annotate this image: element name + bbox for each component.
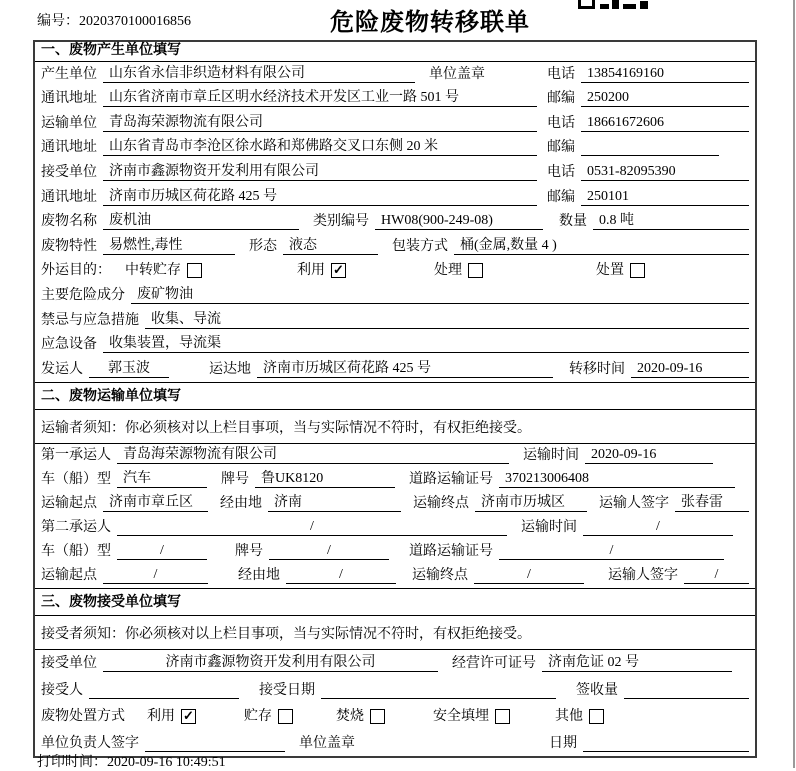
plate-number-2: / [269,543,389,560]
field-label: 主要危险成分 [41,287,125,303]
row-producer-address [35,87,755,112]
route-start-2: / [103,567,208,584]
row-hazard-component [35,283,755,308]
row-waste-name [35,210,755,235]
field-label: 转移时间 [569,361,625,377]
responsible-signature [145,735,285,752]
precaution-value: 收集、导流 [145,308,749,329]
road-license-2: / [499,543,724,560]
row-route-2 [35,564,755,588]
option-treat [434,259,483,279]
field-label: 电话 [547,66,575,82]
document-serial [37,10,191,30]
row-vehicle-2 [35,540,755,564]
field-label: 第一承运人 [41,447,111,463]
field-label: 经营许可证号 [452,656,536,672]
field-label: 车（船）型 [41,471,111,487]
route-via: 济南 [268,491,401,512]
transporter-notice: 运输者须知：你必须核对以上栏目事项，当与实际情况不符时，有权拒绝接受。 [35,410,755,444]
transporter-address: 山东省青岛市李沧区徐水路和郑佛路交叉口东侧 20 米 [103,135,537,156]
option-label: 焚烧 [336,709,364,725]
field-label: 第二承运人 [41,519,111,535]
option-label: 处理 [434,263,462,279]
field-label: 接受日期 [259,682,315,698]
field-label: 经由地 [238,567,280,583]
producer-phone: 13854169160 [581,66,749,83]
field-label: 禁忌与应急措施 [41,312,139,328]
qr-block [640,1,648,9]
checkbox-landfill-icon [495,709,510,724]
equipment-value: 收集装置，导流渠 [103,332,749,353]
row-precaution [35,308,755,333]
field-label: 包装方式 [392,238,448,254]
checkbox-utilize-icon: ✓ [331,263,346,278]
field-label: 电话 [547,115,575,131]
field-label: 产生单位 [41,66,97,82]
field-label: 数量 [559,214,587,230]
field-label: 单位负责人签字 [41,735,139,751]
row-transporter-address [35,136,755,161]
waste-packaging: 桶(金属,数量 4 ) [454,234,749,255]
field-label: 接受人 [41,682,83,698]
option-label: 安全填埋 [433,709,489,725]
qr-block [623,4,636,9]
field-label: 运输人签字 [599,495,669,511]
checkbox-dispose-icon [630,263,645,278]
row-disposal-method [35,703,755,730]
signed-quantity [624,682,749,699]
receiver-phone: 0531-82095390 [581,164,749,181]
hazard-component: 废矿物油 [131,283,749,304]
vehicle-type-2: / [117,543,207,560]
field-label: 发运人 [41,361,83,377]
option-other [555,705,604,725]
option-label: 其他 [555,709,583,725]
field-label: 电话 [547,164,575,180]
plate-number: 鲁UK8120 [255,467,395,488]
row-emergency-equipment [35,333,755,358]
producer-value: 山东省永信非织造材料有限公司 [103,62,415,83]
print-time-value: 2020-09-16 10:49:51 [107,755,226,770]
destination-value: 济南市历城区荷花路 425 号 [257,357,553,378]
checkbox-transit-storage-icon [187,263,202,278]
field-label: 运输单位 [41,115,97,131]
field-label: 签收量 [576,682,618,698]
serial-label: 编号： [37,14,79,29]
field-label: 废物处置方式 [41,709,125,725]
row-transporter [35,111,755,136]
option-label: 处置 [596,263,624,279]
manifest-form [33,40,757,758]
field-label: 牌号 [221,471,249,487]
option-transit-storage [125,259,202,279]
dispatcher-name: 郭玉波 [89,357,169,378]
field-label: 牌号 [235,543,263,559]
checkbox-other-icon [589,709,604,724]
field-label: 运输人签字 [608,567,678,583]
field-label: 运输起点 [41,495,97,511]
section1-header: 一、废物产生单位填写 [35,42,755,62]
route-end: 济南市历城区 [475,491,587,512]
field-label: 道路运输证号 [409,471,493,487]
row-acceptor [35,676,755,703]
checkbox-store-icon [278,709,293,724]
page-title: 危险废物转移联单 [330,10,530,36]
transport-date-2: / [583,519,733,536]
second-carrier-value: / [117,519,507,536]
serial-value: 2020370100016856 [79,14,191,29]
transporter-signature: 张春雷 [675,491,749,512]
row-route-1 [35,492,755,516]
waste-form: 液态 [283,234,378,255]
receiver-value: 济南市鑫源物资开发利用有限公司 [103,160,537,181]
transporter-value: 青岛海荣源物流有限公司 [103,111,537,132]
print-time-label: 打印时间： [37,755,107,770]
qr-block [600,4,609,9]
qr-block [612,0,619,9]
waste-name: 废机油 [103,209,299,230]
field-label: 道路运输证号 [409,543,493,559]
option-store [244,705,293,725]
accept-date [321,682,556,699]
option-label: 贮存 [244,709,272,725]
row-receiver-address [35,185,755,210]
row-dispatch [35,357,755,382]
checkbox-incinerate-icon [370,709,385,724]
field-label: 邮编 [547,140,575,156]
transfer-date: 2020-09-16 [631,361,749,378]
field-label: 接受单位 [41,164,97,180]
field-label: 通讯地址 [41,189,97,205]
row-receiver [35,160,755,185]
field-label: 邮编 [547,91,575,107]
option-label: 中转贮存 [125,263,181,279]
option-landfill [433,705,510,725]
print-time [37,751,226,771]
section3-header: 三、废物接受单位填写 [35,588,755,616]
field-label: 应急设备 [41,337,97,353]
field-label: 运输时间 [521,519,577,535]
transporter-phone: 18661672606 [581,115,749,132]
option-dispose [596,259,645,279]
checkbox-treat-icon [468,263,483,278]
page-edge-line [793,0,795,768]
qr-code-fragment [578,0,648,9]
operation-license: 济南危证 02 号 [542,651,732,672]
field-label: 通讯地址 [41,91,97,107]
field-label: 运输终点 [413,495,469,511]
field-label: 通讯地址 [41,140,97,156]
field-label: 运输起点 [41,567,97,583]
row-first-carrier [35,444,755,468]
option-label: 利用 [147,709,175,725]
option-incinerate [336,705,385,725]
field-label: 形态 [249,238,277,254]
field-label: 车（船）型 [41,543,111,559]
first-carrier-value: 青岛海荣源物流有限公司 [117,443,509,464]
option-label: 利用 [297,263,325,279]
field-label: 运输终点 [412,567,468,583]
row-second-carrier [35,516,755,540]
row-waste-character [35,234,755,259]
transporter-zip [581,139,719,156]
field-label: 经由地 [220,495,262,511]
acceptor-name [89,682,239,699]
transporter-signature-2: / [684,567,749,584]
field-label: 邮编 [547,189,575,205]
transport-date: 2020-09-16 [585,447,713,464]
route-start: 济南市章丘区 [103,491,208,512]
section2-header: 二、废物运输单位填写 [35,382,755,410]
route-end-2: / [474,567,584,584]
waste-code: HW08(900-249-08) [375,213,543,230]
accept-unit-value: 济南市鑫源物资开发利用有限公司 [103,651,438,672]
qr-finder-icon [578,0,595,9]
seal-label: 单位盖章 [429,66,485,82]
receiver-notice: 接受者须知：你必须核对以上栏目事项，当与实际情况不符时，有权拒绝接受。 [35,616,755,650]
option-utilize-3 [147,705,196,725]
checkbox-utilize-3-icon: ✓ [181,709,196,724]
option-utilize [297,259,346,279]
seal-date [583,735,749,752]
receiver-address: 济南市历城区荷花路 425 号 [103,185,537,206]
route-via-2: / [286,567,396,584]
row-producer [35,62,755,87]
field-label: 外运目的： [41,263,111,279]
field-label: 废物名称 [41,214,97,230]
field-label: 运输时间 [523,447,579,463]
waste-quantity: 0.8 吨 [593,209,749,230]
field-label: 废物特性 [41,238,97,254]
row-accept-unit [35,650,755,677]
row-vehicle-1 [35,468,755,492]
seal-label: 单位盖章 [299,735,355,751]
field-label: 接受单位 [41,656,97,672]
producer-zip: 250200 [581,90,749,107]
receiver-zip: 250101 [581,189,749,206]
vehicle-type: 汽车 [117,467,207,488]
field-label: 日期 [549,735,577,751]
field-label: 类别编号 [313,214,369,230]
producer-address: 山东省济南市章丘区明水经济技术开发区工业一路 501 号 [103,86,537,107]
road-license: 370213006408 [499,471,735,488]
waste-character: 易燃性,毒性 [103,234,235,255]
field-label: 运达地 [209,361,251,377]
row-transfer-purpose [35,259,755,284]
